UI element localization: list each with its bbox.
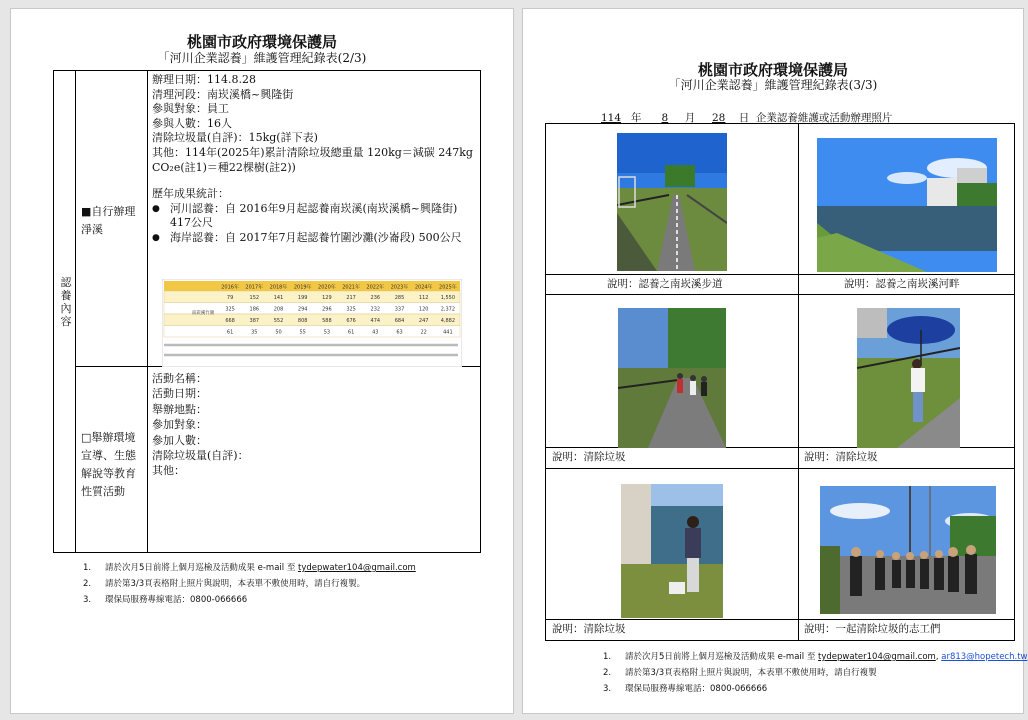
activity-fields [152, 371, 478, 479]
page-3-of-3 [522, 8, 1028, 714]
detail-section: 清理河段：南崁溪橋~興隆街 [152, 87, 294, 101]
stat-cell: 61 [226, 329, 234, 336]
caption-2: 說明：認養之南崁溪河畔 [844, 278, 960, 290]
stat-cell: 79 [226, 295, 234, 301]
photo-date-line: 114 年 8 月 28 日 企業認養維護或活動辦理照片 [600, 112, 893, 124]
stat-cell: 61 [347, 329, 355, 336]
email-link-2[interactable]: ar813@hopetech.tw [941, 652, 1028, 662]
stat-row-label: 南崁溪竹圍 [191, 311, 215, 316]
caption-3: 說明：清除垃圾 [552, 451, 626, 463]
note-3: 3. 環保局服務專線電話：0800-066666 [83, 595, 248, 605]
stat-cell: 684 [394, 318, 405, 324]
note-2: 2. 請於第3/3頁表格附上照片與說明，本表單不敷使用時，請自行複製。 [83, 579, 366, 589]
stat-cell: 152 [249, 295, 260, 301]
stat-cell: 186 [249, 306, 260, 313]
history-coast: ● 海岸認養：自 2017年7月起認養竹圍沙灘(沙崙段) 500公尺 [152, 231, 478, 246]
activity-count: 參加人數： [152, 433, 207, 447]
stat-header: 2022年 [366, 284, 385, 291]
activity-waste: 清除垃圾量(自評)： [152, 449, 249, 463]
stat-header: 2017年 [245, 284, 264, 291]
stat-header: 2025年 [439, 284, 457, 291]
stat-cell: 337 [394, 306, 405, 313]
detail-waste: 清除垃圾量(自評)：15kg(詳下表) [152, 131, 318, 145]
stat-cell: 112 [418, 295, 429, 301]
stat-cell: 63 [396, 329, 403, 336]
photo-walkway [617, 133, 727, 271]
stat-cell: 668 [225, 318, 235, 324]
education-activity-checkbox[interactable]: □舉辦環境宣導、生態解說等教育性質活動 [81, 431, 136, 498]
footnotes [603, 649, 1027, 697]
note-1: 1. 請於次月5日前將上個月巡檢及活動成果 e-mail 至 tydepwater104@gmail.com [83, 563, 416, 573]
stat-cell: 55 [299, 329, 306, 336]
note-1: 1. 請於次月5日前將上個月巡檢及活動成果 e-mail 至 tydepwater104@gmail.com, ar813@hopetech.tw [603, 652, 1028, 662]
stat-cell: 141 [273, 295, 284, 301]
stat-cell: 43 [372, 329, 379, 336]
stat-header: 2020年 [318, 284, 336, 291]
activity-location: 舉辦地點： [152, 402, 207, 416]
caption-6: 說明：一起清除垃圾的志工們 [804, 623, 941, 635]
stat-cell: 474 [370, 318, 381, 324]
detail-count: 參與人數：16人 [152, 116, 232, 130]
stat-cell: 50 [275, 329, 282, 336]
stat-cell: 208 [273, 306, 284, 313]
detail-date: 辦理日期：114.8.28 [152, 73, 256, 86]
photo-cleanup-2 [857, 308, 960, 448]
stat-header: 2024年 [414, 284, 433, 291]
stat-cell: 22 [420, 329, 427, 336]
stat-cell: 441 [443, 329, 453, 336]
caption-1: 說明：認養之南崁溪步道 [607, 278, 723, 290]
email-link[interactable]: tydepwater104@gmail.com [818, 652, 936, 662]
page-2-of-3 [10, 8, 514, 714]
activity-other: 其他： [152, 464, 185, 478]
photo-riverbank [817, 138, 997, 272]
stats-table-image [162, 279, 462, 367]
photo-cleanup-1 [618, 308, 726, 448]
note-3: 3. 環保局服務專線電話：0800-066666 [603, 684, 768, 694]
stat-cell: 53 [323, 329, 331, 336]
stat-cell: 552 [273, 318, 284, 324]
footnotes [83, 560, 416, 608]
stat-cell: 808 [297, 318, 308, 324]
stat-cell: 325 [346, 306, 356, 313]
activity-name: 活動名稱： [152, 372, 207, 385]
email-link[interactable]: tydepwater104@gmail.com [298, 563, 416, 573]
form-subtitle: 「河川企業認養」維護管理紀錄表(2/3) [157, 51, 367, 65]
stat-cell: 247 [418, 318, 429, 324]
org-title: 桃園市政府環境保護局 [186, 33, 337, 51]
history-river: ● 河川認養：自 2016年9月起認養南崁溪(南崁溪橋~興隆街) 417公尺 [152, 202, 478, 231]
stat-cell: 129 [322, 295, 332, 301]
caption-5: 說明：清除垃圾 [552, 623, 626, 635]
record-table [53, 70, 481, 553]
stat-header: 2019年 [293, 284, 312, 291]
stat-cell: 325 [225, 306, 235, 313]
stat-cell: 294 [297, 306, 308, 313]
stat-header: 2023年 [390, 284, 409, 291]
history-title: 歷年成果統計： [152, 187, 229, 201]
stat-cell: 232 [370, 306, 381, 313]
self-cleanup-checkbox[interactable]: ■自行辦理淨溪 [81, 205, 136, 236]
photo-table [545, 123, 1015, 641]
stat-cell: 676 [346, 318, 356, 324]
caption-4: 說明：清除垃圾 [804, 451, 878, 463]
form-subtitle: 「河川企業認養」維護管理紀錄表(3/3) [668, 78, 878, 92]
stat-cell: 120 [418, 306, 429, 313]
photo-cleanup-3 [621, 484, 723, 618]
section-label: 認養內容 [60, 276, 72, 328]
stat-cell: 236 [370, 295, 381, 301]
stat-cell: 2,372 [440, 306, 456, 313]
note-2: 2. 請於第3/3頁表格附上照片與說明，本表單不敷使用時，請自行複製 [603, 668, 877, 678]
photo-volunteers [820, 486, 996, 614]
cleanup-details [152, 73, 478, 246]
stat-cell: 285 [394, 295, 405, 301]
activity-audience: 參加對象： [152, 418, 207, 432]
stat-header: 2021年 [342, 284, 360, 291]
stat-cell: 199 [297, 295, 308, 301]
stat-cell: 387 [249, 318, 260, 324]
stat-cell: 4,882 [440, 318, 456, 324]
stat-cell: 296 [322, 306, 332, 313]
activity-date: 活動日期： [152, 387, 207, 401]
detail-participants: 參與對象：員工 [152, 102, 229, 116]
stat-cell: 217 [346, 295, 356, 301]
stat-header: 2018年 [269, 284, 288, 291]
detail-other: 其他：114年(2025年)累計清除垃圾總重量 120kg＝減碳 247kg CO₂e(註1)＝種22棵樹(註2)) [152, 145, 473, 174]
org-title: 桃園市政府環境保護局 [697, 61, 848, 79]
stat-header: 2016年 [221, 284, 239, 291]
stat-cell: 588 [322, 318, 332, 324]
stat-cell: 35 [251, 329, 258, 336]
stat-cell: 1,550 [440, 295, 456, 301]
